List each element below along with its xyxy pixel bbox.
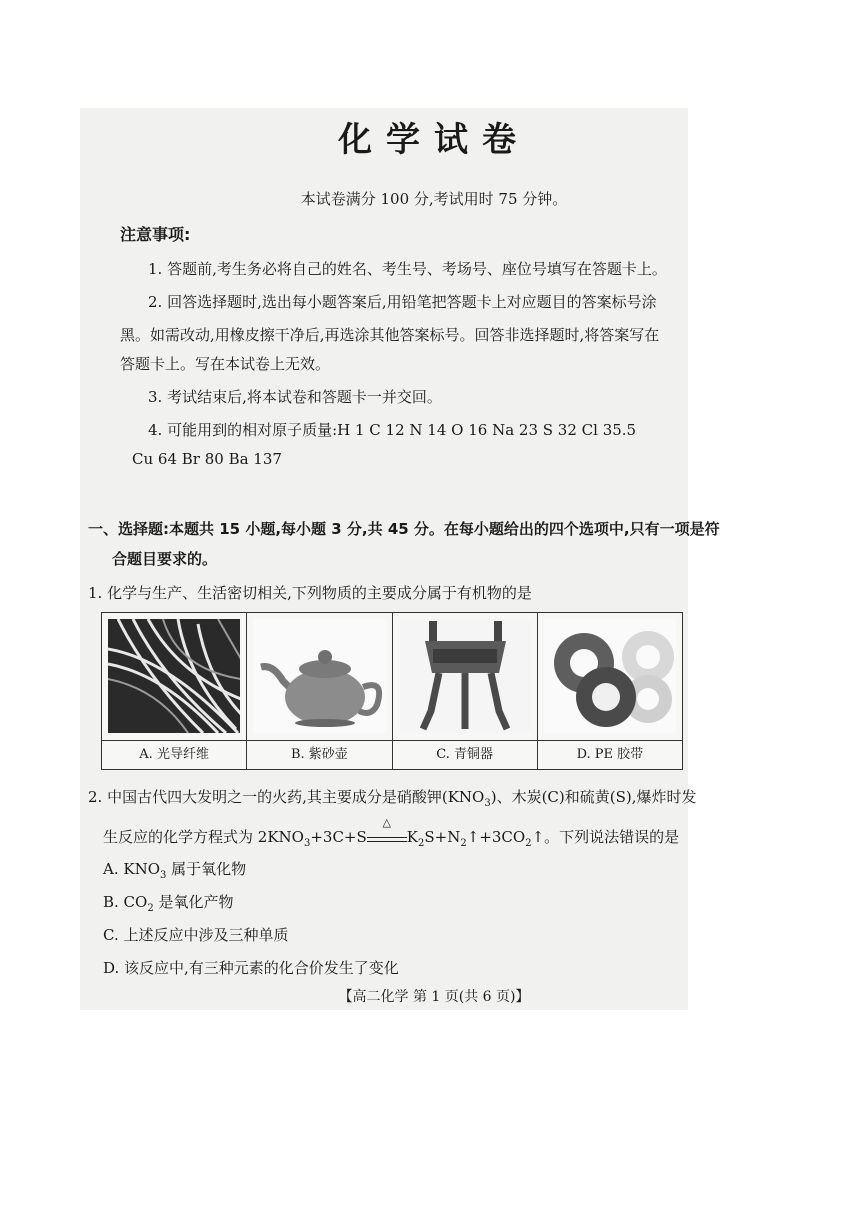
option-a-cell	[102, 613, 247, 769]
heat-condition: △	[382, 816, 391, 829]
question-2-stem-line1: 2. 中国古代四大发明之一的火药,其主要成分是硝酸钾$(KNO_3)$、木炭(C)和硫黄(S),爆炸时发	[88, 788, 697, 809]
question-2-option-d: D. 该反应中,有三种元素的化合价发生了变化	[103, 959, 399, 977]
question-1-image-table	[101, 612, 683, 770]
notice-heading: 注意事项:	[120, 225, 191, 244]
notice-item-3: 3. 考试结束后,将本试卷和答题卡一并交回。	[148, 388, 442, 406]
notice-item-2-end: 答题卡上。写在本试卷上无效。	[120, 355, 331, 373]
option-b-caption: B. 紫砂壶	[247, 740, 391, 769]
option-d-cell	[538, 613, 682, 769]
page-title: 化学试卷	[338, 120, 530, 160]
exam-subtitle: 本试卷满分 100 分,考试用时 75 分钟。	[300, 190, 568, 208]
question-2-option-c: C. 上述反应中涉及三种单质	[103, 926, 289, 944]
section-heading-cont: 合题目要求的。	[112, 550, 218, 568]
option-b-cell	[247, 613, 392, 769]
pe-tape-image	[544, 619, 676, 733]
option-c-caption: C. 青铜器	[393, 740, 537, 769]
page-footer: 【高二化学 第 1 页(共 6 页)】	[338, 989, 530, 1005]
notice-item-2-cont: 黑。如需改动,用橡皮擦干净后,再选涂其他答案标号。回答非选择题时,将答案写在	[120, 326, 660, 344]
option-a-caption: A. 光导纤维	[102, 740, 246, 769]
teapot-image	[253, 619, 385, 733]
notice-item-4: 4. 可能用到的相对原子质量:H 1 C 12 N 14 O 16 Na 23 S 32 Cl 35.5	[148, 421, 637, 439]
question-1-stem: 1. 化学与生产、生活密切相关,下列物质的主要成分属于有机物的是	[88, 584, 532, 602]
question-2-option-a: A. $KNO_3$ 属于氧化物	[103, 860, 247, 881]
option-d-caption: D. PE 胶带	[538, 740, 682, 769]
question-2-equation-line: 生反应的化学方程式为 $2KNO_3+3C+S$ △ $K_2S+N_2↑+3CO_2↑$。下列说法错误的是	[103, 816, 680, 849]
section-heading: 一、选择题:本题共 15 小题,每小题 3 分,共 45 分。在每小题给出的四个选项中,只有一项是符	[88, 520, 720, 538]
notice-item-1: 1. 答题前,考生务必将自己的姓名、考生号、考场号、座位号填写在答题卡上。	[148, 260, 667, 278]
question-2-option-b: B. $CO_2$ 是氧化产物	[103, 893, 234, 914]
notice-item-2: 2. 回答选择题时,选出每小题答案后,用铅笔把答题卡上对应题目的答案标号涂	[148, 293, 657, 311]
bronze-ware-image	[399, 619, 531, 733]
notice-item-4-cont: Cu 64 Br 80 Ba 137	[132, 450, 282, 468]
option-c-cell	[393, 613, 538, 769]
optical-fiber-image	[108, 619, 240, 733]
